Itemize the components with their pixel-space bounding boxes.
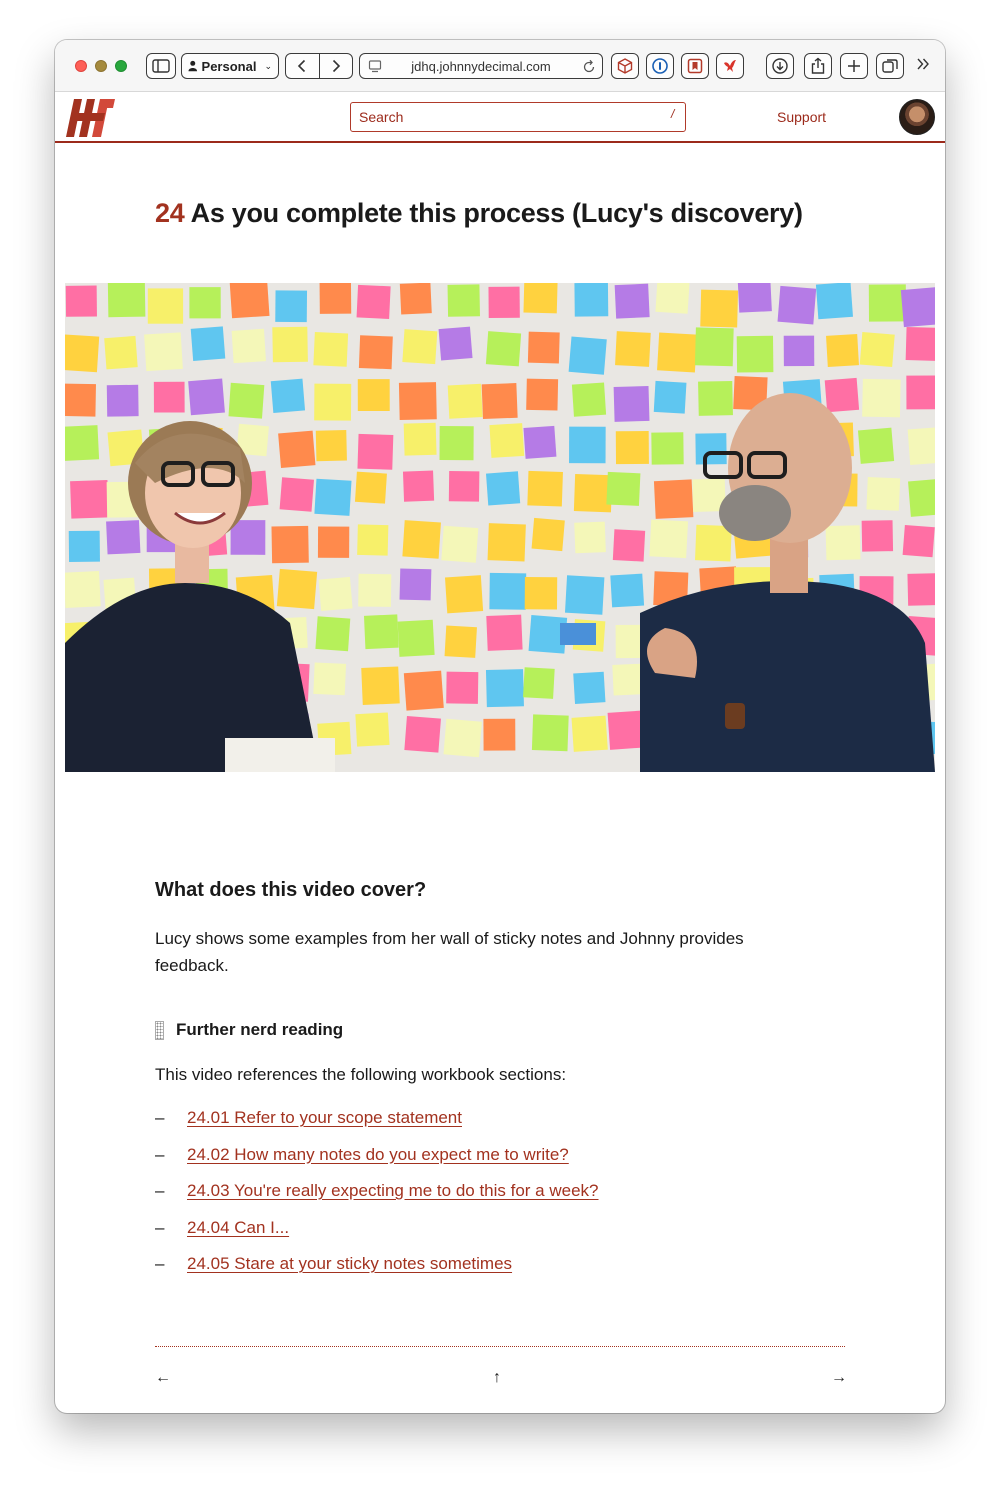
zoom-window-button[interactable] <box>115 60 127 72</box>
sticky-note <box>313 332 348 367</box>
sticky-note <box>738 283 772 313</box>
downloads-button[interactable] <box>766 53 794 79</box>
sticky-note <box>275 290 307 322</box>
sticky-note <box>358 379 390 411</box>
sticky-note <box>357 524 388 555</box>
more-toolbar-button[interactable] <box>916 57 930 76</box>
sticky-note <box>107 385 139 417</box>
sticky-note <box>615 284 650 319</box>
sticky-note <box>737 336 774 373</box>
sticky-note <box>318 527 349 558</box>
sticky-note <box>357 434 393 470</box>
bookmark-icon <box>686 57 704 75</box>
sticky-note <box>314 479 351 516</box>
up-page-arrow-icon[interactable]: ↑ <box>493 1369 501 1386</box>
forward-button[interactable] <box>319 54 352 78</box>
tab-overview-button[interactable] <box>876 53 904 79</box>
extension-password-button[interactable] <box>646 53 674 79</box>
sticky-note <box>65 425 99 461</box>
sticky-note <box>440 426 474 460</box>
sticky-note <box>651 432 683 464</box>
next-page-arrow-icon[interactable]: → <box>831 1369 847 1386</box>
reference-link-24-05[interactable]: 24.05 Stare at your sticky notes sometimes <box>187 1254 513 1273</box>
johnny-decimal-logo-icon <box>65 98 115 138</box>
sticky-note <box>901 287 935 327</box>
list-dash: – <box>155 1217 165 1237</box>
browser-window <box>55 40 945 1413</box>
sticky-note <box>189 287 220 318</box>
sticky-note <box>616 431 649 464</box>
sticky-note <box>271 379 305 413</box>
sticky-note <box>610 574 644 608</box>
sticky-note <box>486 615 522 651</box>
sticky-note <box>532 714 569 751</box>
section-heading: What does this video cover? <box>155 879 427 901</box>
sticky-note <box>488 287 519 318</box>
sticky-note <box>403 471 434 502</box>
sticky-note <box>230 283 270 318</box>
sticky-note <box>482 383 518 419</box>
sticky-note <box>314 384 351 421</box>
sidebar-toggle-button[interactable] <box>146 53 176 79</box>
sticky-note <box>358 574 391 607</box>
site-header <box>55 93 945 143</box>
sticky-note <box>316 430 347 461</box>
sticky-note <box>355 472 387 504</box>
sticky-note <box>486 669 524 707</box>
sticky-note <box>569 427 606 464</box>
sticky-note <box>280 477 314 511</box>
person-icon <box>188 60 198 72</box>
sticky-note <box>106 520 140 554</box>
address-bar[interactable] <box>359 53 603 79</box>
sticky-note <box>860 332 895 367</box>
sticky-note <box>400 283 432 314</box>
sticky-note <box>858 428 894 464</box>
sticky-note <box>399 382 437 420</box>
sticky-note <box>695 327 734 366</box>
sticky-note <box>869 284 906 321</box>
sticky-note <box>445 575 483 613</box>
sticky-note <box>400 569 432 601</box>
sticky-note <box>231 520 266 555</box>
video-frame-image <box>65 283 935 772</box>
reference-link-24-04[interactable]: 24.04 Can I... <box>187 1217 290 1237</box>
sticky-note <box>572 382 606 416</box>
sticky-note <box>65 334 99 372</box>
list-item <box>155 1145 599 1182</box>
sticky-note <box>565 575 604 614</box>
sticky-note <box>483 719 515 751</box>
sticky-note <box>655 283 689 314</box>
sticky-note <box>404 423 437 456</box>
video-player[interactable] <box>65 283 935 772</box>
reload-icon[interactable] <box>582 58 596 74</box>
sticky-note <box>486 471 520 505</box>
sticky-note <box>355 712 389 746</box>
list-dash: – <box>155 1144 165 1164</box>
sticky-note <box>778 286 817 325</box>
sticky-note <box>523 426 556 459</box>
chevron-down-icon: ⌄ <box>264 60 272 71</box>
sticky-note <box>445 625 477 657</box>
chevron-left-icon <box>297 59 307 73</box>
sticky-note <box>108 283 146 317</box>
sticky-note <box>191 326 226 361</box>
download-icon <box>771 57 789 75</box>
sticky-note <box>615 331 651 367</box>
sticky-note <box>488 523 526 561</box>
extension-reader-button[interactable] <box>681 53 709 79</box>
sticky-note <box>908 479 935 517</box>
sticky-note <box>657 332 697 372</box>
sticky-note <box>271 526 308 563</box>
sticky-note <box>441 526 478 563</box>
sticky-note <box>446 672 478 704</box>
sticky-note <box>695 433 726 464</box>
further-reading-heading: Further nerd reading <box>176 1020 344 1039</box>
sticky-note <box>614 386 650 422</box>
sticky-note <box>654 381 687 414</box>
sticky-note <box>277 569 317 609</box>
sticky-note <box>65 384 96 417</box>
sticky-note <box>154 382 185 413</box>
reference-list <box>155 1108 599 1291</box>
bird-icon <box>721 57 739 75</box>
sticky-note <box>826 334 859 367</box>
sticky-note <box>612 664 644 696</box>
sticky-note <box>70 480 109 519</box>
title-text: As you complete this process (Lucy's discovery) <box>190 198 803 228</box>
sticky-note <box>903 525 935 557</box>
references-intro: This video references the following workbook sections: <box>155 1065 567 1084</box>
profile-menu-button[interactable] <box>181 53 279 79</box>
browser-toolbar <box>55 40 945 92</box>
sticky-note <box>278 431 315 468</box>
reference-link-24-02[interactable]: 24.02 How many notes do you expect me to write? <box>187 1144 569 1164</box>
sticky-note <box>571 716 607 752</box>
sticky-note <box>359 335 393 369</box>
sticky-note <box>606 472 640 506</box>
sticky-note <box>357 285 391 319</box>
sticky-note <box>489 423 524 458</box>
sticky-note <box>486 331 521 366</box>
sticky-note <box>527 471 563 507</box>
sticky-note <box>525 577 558 610</box>
sticky-note <box>816 283 853 319</box>
sticky-note <box>698 381 733 416</box>
sticky-note <box>402 520 441 559</box>
sticky-note <box>65 571 101 608</box>
sticky-note <box>361 666 400 705</box>
sticky-note <box>649 519 688 558</box>
title-number: 24 <box>155 198 185 228</box>
list-item <box>155 1254 599 1291</box>
sticky-note <box>232 329 266 363</box>
reference-link-24-03[interactable]: 24.03 You're really expecting me to do this for a week? <box>187 1181 599 1200</box>
sticky-note <box>532 518 565 551</box>
sticky-note <box>613 529 645 561</box>
reference-link-24-01[interactable]: 24.01 Refer to your scope statement <box>187 1108 462 1127</box>
sticky-note <box>404 716 441 753</box>
chevron-right-icon <box>331 59 341 73</box>
list-item <box>155 1108 599 1145</box>
sticky-note <box>825 378 859 412</box>
sticky-note <box>313 663 346 696</box>
sticky-note <box>448 384 483 419</box>
close-window-button[interactable] <box>75 60 87 72</box>
sticky-note <box>574 283 608 317</box>
sticky-note <box>449 471 480 502</box>
sticky-note <box>439 327 473 361</box>
sticky-note <box>654 479 693 518</box>
site-logo[interactable] <box>65 98 115 143</box>
sticky-note <box>574 522 606 554</box>
tabs-icon <box>881 57 899 75</box>
sticky-note <box>398 620 435 657</box>
sticky-note <box>784 336 815 367</box>
double-chevron-right-icon <box>916 57 930 71</box>
sticky-note <box>148 288 183 323</box>
address-text: jdhq.johnnydecimal.com <box>411 58 551 74</box>
page-title <box>155 198 803 229</box>
sticky-note <box>695 525 732 562</box>
sticky-note <box>319 577 353 611</box>
sticky-note <box>272 327 308 363</box>
sticky-note <box>402 329 437 364</box>
sticky-note <box>315 616 350 651</box>
plus-icon <box>846 58 862 74</box>
sticky-note <box>320 283 352 314</box>
support-link[interactable]: Support <box>777 109 827 125</box>
list-item <box>155 1218 599 1255</box>
sticky-note <box>489 573 526 610</box>
sticky-note <box>66 286 97 317</box>
search-input[interactable] <box>350 102 686 132</box>
sticky-note <box>404 671 444 711</box>
sticky-note <box>228 383 264 419</box>
user-avatar[interactable] <box>899 99 935 135</box>
list-dash: – <box>155 1181 165 1200</box>
profile-label: Personal <box>201 58 257 74</box>
list-dash: – <box>155 1254 165 1273</box>
sticky-note <box>523 667 555 699</box>
sticky-note <box>528 332 560 364</box>
sticky-note <box>574 474 612 512</box>
sticky-note <box>700 290 738 328</box>
back-forward-group <box>285 53 353 79</box>
sticky-note <box>906 327 935 361</box>
new-tab-button[interactable] <box>840 53 868 79</box>
list-dash: – <box>155 1108 165 1127</box>
video-description: Lucy shows some examples from her wall of sticky notes and Johnny provides feedback. <box>155 929 744 975</box>
sticky-note <box>104 336 138 370</box>
sticky-note <box>866 477 900 511</box>
sidebar-icon <box>152 59 170 73</box>
sticky-note <box>444 719 482 757</box>
page-icon <box>368 59 382 73</box>
sticky-note <box>364 614 399 649</box>
sticky-note <box>862 379 901 418</box>
list-item <box>155 1181 599 1218</box>
extension-bird-button[interactable] <box>716 53 744 79</box>
extension-box-button[interactable] <box>611 53 639 79</box>
sticky-note <box>523 283 557 313</box>
sticky-note <box>448 284 480 316</box>
sticky-note <box>862 520 893 551</box>
sticky-note <box>526 379 558 411</box>
minimize-window-button[interactable] <box>95 60 107 72</box>
back-button[interactable] <box>286 54 319 78</box>
sticky-note <box>906 376 935 410</box>
sticky-note <box>569 337 607 375</box>
cube-icon <box>616 57 634 75</box>
sticky-note <box>188 378 225 415</box>
share-icon <box>810 57 826 75</box>
onepassword-icon <box>651 57 669 75</box>
nerd-reading-marker-icon <box>155 1021 164 1040</box>
sticky-note <box>69 531 100 562</box>
footer-divider <box>155 1346 845 1347</box>
search-shortcut-hint: / <box>671 107 675 121</box>
sticky-note <box>907 573 935 606</box>
share-button[interactable] <box>804 53 832 79</box>
sticky-note <box>826 525 861 560</box>
previous-page-arrow-icon[interactable]: ← <box>155 1369 171 1386</box>
sticky-note <box>573 672 605 704</box>
sticky-note <box>144 332 183 371</box>
sticky-note <box>908 427 935 465</box>
